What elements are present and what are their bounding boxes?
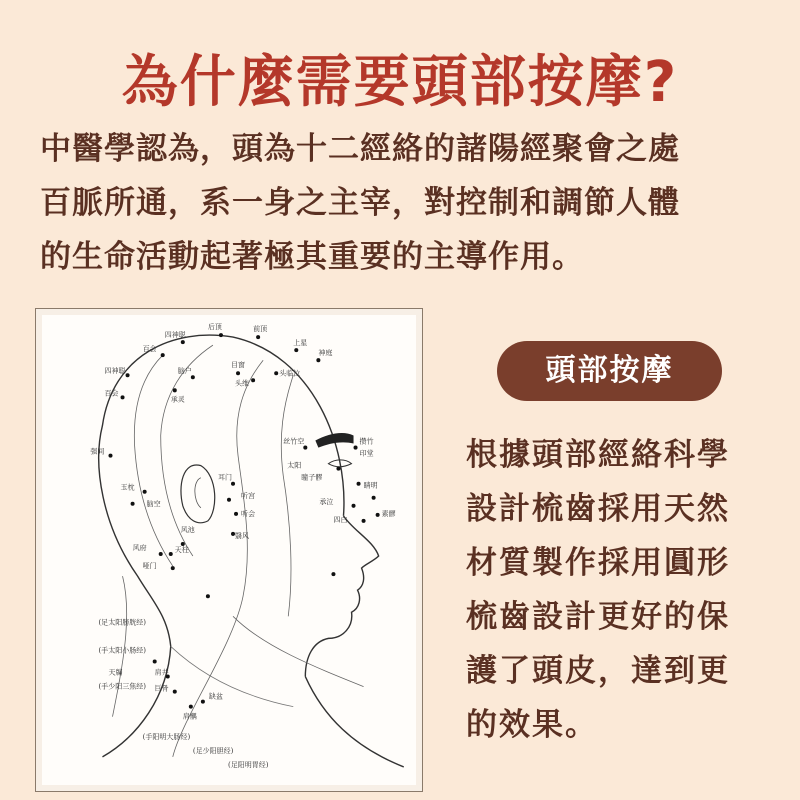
acupoint-label: 太阳 [287, 460, 302, 470]
meridian-line [281, 375, 293, 616]
massage-badge: 頭部按摩 [497, 341, 722, 401]
meridian-label: (手太阳小肠经) [98, 645, 147, 655]
intro-line: 百脈所通，系一身之主宰，對控制和調節人體 [40, 185, 680, 221]
ear-outline [181, 465, 215, 523]
intro-paragraph [40, 122, 770, 284]
acupoint-label: 睛明 [363, 480, 378, 490]
acupoint-diagram-frame [35, 308, 423, 792]
meridian-line [233, 616, 364, 686]
acupoint-label: 神庭 [318, 348, 333, 358]
acupoint-label: 四白 [333, 514, 348, 524]
acupoint-label: 攒竹 [359, 436, 374, 446]
acupoint-label: 天柱 [174, 545, 189, 555]
description-paragraph [466, 428, 766, 752]
shoulder-line [171, 646, 294, 706]
description-line: 護了頭皮，達到更 [466, 653, 730, 689]
acupoint-label: 翳风 [235, 530, 250, 540]
acupoint-label: 强间 [90, 446, 105, 456]
acupoint-label: 头临泣 [279, 368, 301, 378]
acupoint-label: 百会 [142, 344, 157, 354]
acupoint-label: 风池 [180, 524, 195, 534]
acupoint-label: 瞳子髎 [301, 472, 323, 482]
acupoint-diagram [42, 315, 416, 785]
acupoint-label: 素髎 [381, 508, 396, 518]
description-line: 設計梳齒採用天然 [466, 491, 730, 527]
acupoint-label: 百会 [104, 388, 119, 398]
acupoint-label: 肩髃 [182, 711, 197, 721]
acupoint-label: 丝竹空 [283, 436, 305, 446]
acupoint-label: 听会 [241, 508, 256, 518]
acupoint-label: 缺盆 [208, 691, 223, 701]
acupoint-label: 四神聪 [164, 330, 186, 340]
acupoint-label: 肩井 [154, 667, 169, 677]
acupoint-label: 耳门 [217, 472, 232, 482]
acupoint-label: 天牖 [108, 667, 123, 677]
eyebrow [315, 433, 353, 448]
meridian-label: (足太阳膀胱经) [98, 617, 147, 627]
meridian-label: (足阳明胃经) [227, 759, 269, 769]
acupoint-label: 脑空 [146, 498, 161, 508]
acupoint-label: 哑门 [142, 561, 157, 571]
description-line: 的效果。 [466, 707, 598, 743]
meridian-label: (手阳明大肠经) [142, 731, 191, 741]
acupoint-label: 目窗 [231, 360, 246, 370]
meridian-line [134, 355, 172, 566]
acupoint-label: 风府 [132, 543, 147, 552]
intro-line: 中醫學認為，頭為十二經絡的諸陽經聚會之處 [40, 131, 680, 167]
meridian-label: (手少阳三焦经) [98, 681, 147, 691]
description-line: 梳齒設計更好的保 [466, 599, 730, 635]
acupoint-label: 承泣 [319, 496, 334, 506]
acupoint-label: 前顶 [253, 324, 268, 334]
acupoint-label: 承灵 [170, 394, 185, 404]
acupoint-label: 后顶 [207, 322, 222, 332]
ear-inner [195, 478, 201, 508]
description-line: 材質製作採用圓形 [466, 545, 730, 581]
acupoint-label: 头维 [235, 378, 250, 388]
meridian-label: (足少阳胆经) [192, 745, 234, 755]
acupoint-label: 印堂 [359, 448, 374, 458]
acupoint-label: 四神聪 [104, 366, 126, 376]
acupoint-label: 脑户 [177, 366, 192, 376]
neck-front [305, 677, 403, 767]
page-title: 為什麼需要頭部按摩? [121, 50, 679, 115]
head-acupoint-illustration [42, 315, 416, 785]
acupoint-label: 上星 [293, 338, 308, 348]
intro-line: 的生命活動起著極其重要的主導作用。 [40, 239, 584, 275]
acupoint-label: 巨骨 [154, 683, 169, 693]
description-line: 根據頭部經絡科學 [466, 437, 730, 473]
acupoint-label: 听宫 [241, 490, 256, 500]
acupoint-label: 玉枕 [120, 482, 135, 492]
face-profile [305, 516, 378, 677]
